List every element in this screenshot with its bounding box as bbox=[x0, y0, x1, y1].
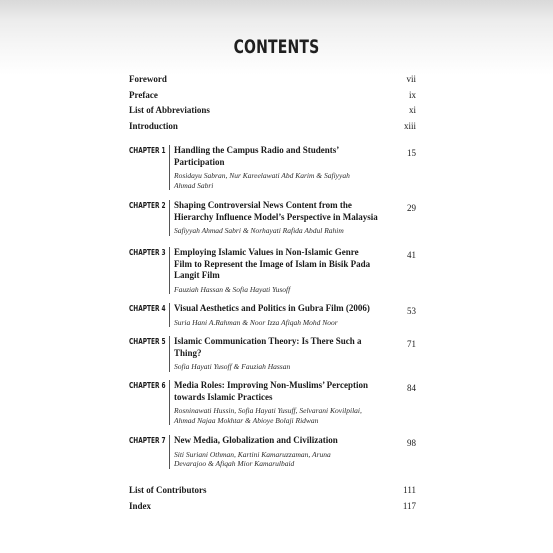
chapter-title-line: Visual Aesthetics and Politics in Gubra Film (2006) bbox=[174, 303, 370, 313]
chapter-authors bbox=[174, 171, 404, 190]
chapter-authors bbox=[174, 318, 404, 328]
chapter-title bbox=[174, 247, 404, 282]
chapter-authors bbox=[174, 406, 404, 425]
chapter-authors bbox=[174, 362, 404, 372]
chapter-authors-line: Siti Suriani Othman, Kartini Kamaruzzaman, Aruna bbox=[174, 449, 331, 459]
chapter-body bbox=[169, 145, 404, 190]
chapter-authors bbox=[174, 226, 404, 236]
chapter-body bbox=[169, 336, 404, 372]
toc-entry-index[interactable] bbox=[129, 499, 416, 515]
chapter-title-line: Employing Islamic Values in Non-Islamic Genre bbox=[174, 247, 359, 257]
chapter-authors-line: Sofia Hayati Yusoff & Fauziah Hassan bbox=[174, 362, 291, 371]
chapter-authors-line: Ahmad Sabri bbox=[174, 180, 214, 190]
front-matter-list bbox=[129, 72, 416, 134]
chapter-title-line: Langit Film bbox=[174, 270, 220, 280]
chapter-title-line: Participation bbox=[174, 156, 225, 167]
chapter-title bbox=[174, 200, 404, 223]
chapter-authors-line: Rosidayu Sabran, Nur Kareelawati Abd Karim & Safiyyah bbox=[174, 171, 350, 180]
chapter-body bbox=[169, 247, 404, 294]
entry-page: 111 bbox=[403, 485, 416, 495]
toc-entry-list-of-abbreviations[interactable] bbox=[129, 103, 416, 119]
chapter-title-line: New Media, Globalization and Civilization bbox=[174, 435, 338, 445]
entry-page: ix bbox=[408, 89, 416, 100]
chapter-authors bbox=[174, 450, 404, 469]
chapter-label: CHAPTER 5 bbox=[129, 337, 166, 346]
chapter-label: CHAPTER 4 bbox=[129, 304, 166, 313]
chapter-title bbox=[174, 303, 404, 315]
entry-page: 117 bbox=[402, 500, 416, 511]
entry-label: Preface bbox=[129, 89, 158, 100]
chapter-authors-line: Fauziah Hassan & Sofia Hayati Yusoff bbox=[174, 284, 291, 294]
chapter-body bbox=[169, 380, 404, 425]
chapter-title bbox=[174, 435, 404, 447]
chapter-body bbox=[169, 200, 404, 236]
toc-entry-introduction[interactable] bbox=[129, 119, 416, 135]
chapter-label: CHAPTER 3 bbox=[129, 248, 166, 257]
chapter-authors-line: Safiyyah Ahmad Sabri & Norhayati Rafida Abdul Rahim bbox=[174, 226, 344, 235]
chapter-page: 53 bbox=[407, 306, 416, 316]
chapter-page: 41 bbox=[407, 250, 416, 260]
toc-entry-preface[interactable] bbox=[129, 88, 416, 104]
chapter-title-line: towards Islamic Practices bbox=[174, 391, 273, 402]
chapter-page: 29 bbox=[407, 203, 416, 213]
entry-label: Index bbox=[129, 500, 152, 511]
chapter-body bbox=[169, 435, 404, 469]
entry-page: vii bbox=[406, 74, 416, 84]
chapter-title bbox=[174, 380, 404, 403]
chapter-page: 84 bbox=[407, 383, 416, 393]
chapter-title-line: Shaping Controversial News Content from the bbox=[174, 200, 352, 210]
entry-label: List of Contributors bbox=[129, 485, 207, 495]
chapter-label: CHAPTER 7 bbox=[129, 436, 166, 445]
chapter-authors bbox=[174, 285, 404, 295]
entry-page: xiii bbox=[403, 120, 416, 131]
chapter-label: CHAPTER 1 bbox=[129, 146, 166, 155]
entry-label: Foreword bbox=[129, 74, 167, 84]
chapter-title bbox=[174, 145, 404, 168]
toc-entry-foreword[interactable] bbox=[129, 72, 416, 88]
chapter-title-line: Hierarchy Influence Model’s Perspective in Malaysia bbox=[174, 211, 378, 222]
chapter-label: CHAPTER 6 bbox=[129, 381, 166, 390]
chapter-authors-line: Ahmad Najaa Mokhtar & Abioye Bolaji Ridwan bbox=[174, 415, 319, 425]
back-matter-list bbox=[129, 483, 416, 514]
entry-label: List of Abbreviations bbox=[129, 105, 210, 115]
chapter-title-line: Handling the Campus Radio and Students’ bbox=[174, 145, 340, 155]
chapter-body bbox=[169, 303, 404, 327]
chapter-label: CHAPTER 2 bbox=[129, 201, 166, 210]
chapter-authors-line: Devarajoo & Afiqah Mior Kamarulbaid bbox=[174, 459, 295, 468]
chapter-title bbox=[174, 336, 404, 359]
chapter-page: 98 bbox=[407, 438, 416, 448]
entry-label: Introduction bbox=[129, 120, 178, 131]
entry-page: xi bbox=[408, 105, 416, 115]
chapter-page: 71 bbox=[407, 339, 416, 349]
page-title: CONTENTS bbox=[233, 36, 320, 58]
chapter-title-line: Islamic Communication Theory: Is There Such a bbox=[174, 336, 362, 346]
chapter-authors-line: Rosninawati Hussin, Sofia Hayati Yusuff, Selvarani Kovilpilai, bbox=[174, 406, 362, 415]
toc-entry-list-of-contributors[interactable] bbox=[129, 483, 416, 499]
chapter-title-line: Thing? bbox=[174, 347, 202, 358]
chapter-page: 15 bbox=[407, 148, 416, 158]
chapter-authors-line: Suria Hani A.Rahman & Noor Izza Afiqah Mohd Noor bbox=[174, 317, 338, 327]
chapter-title-line: Media Roles: Improving Non-Muslims’ Perception bbox=[174, 380, 368, 390]
chapter-title-line: Film to Represent the Image of Islam in Bisik Pada bbox=[174, 258, 371, 269]
